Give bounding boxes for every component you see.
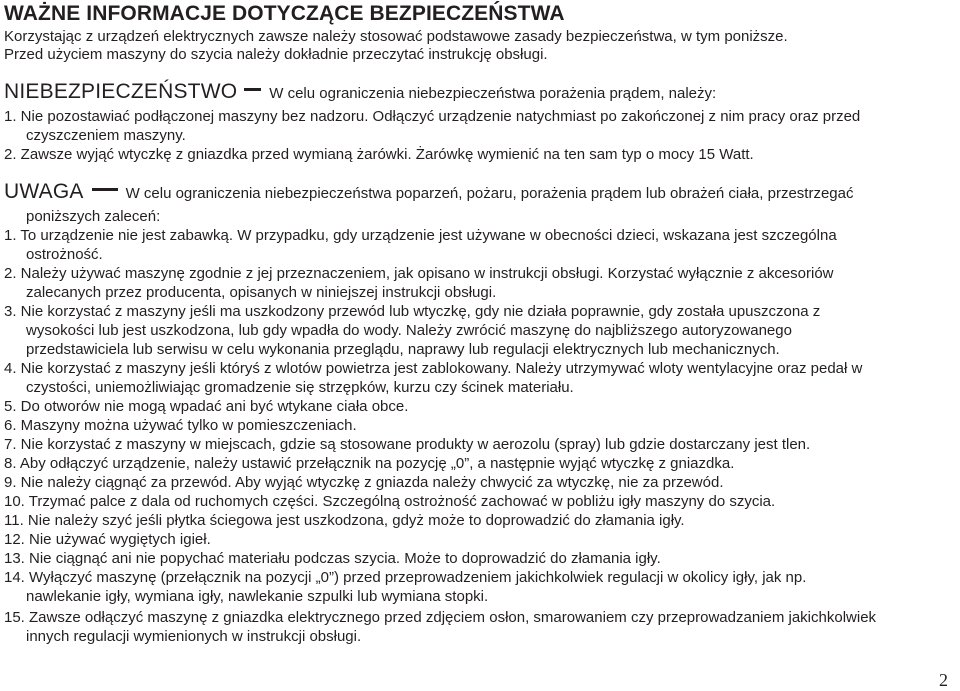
warning-item-8: 8. Aby odłączyć urządzenie, należy ustawić przełącznik na pozycję „0”, a następnie wyjąć wtyczkę z gniazdka. — [4, 455, 735, 472]
heading-dash — [92, 188, 118, 191]
danger-intro-text: W celu ograniczenia niebezpieczeństwa porażenia prądem, należy: — [269, 85, 717, 102]
warning-item-14: 14. Wyłączyć maszynę (przełącznik na pozycji „0”) przed przeprowadzeniem jakichkolwiek regulacji w okolicy igły, jak np. — [4, 569, 807, 586]
page-number: 2 — [939, 670, 948, 690]
intro-line-2: Przed użyciem maszyny do szycia należy dokładnie przeczytać instrukcję obsługi. — [4, 46, 548, 63]
warning-item-1: 1. To urządzenie nie jest zabawką. W przypadku, gdy urządzenie jest używane w obecności dzieci, wskazana jest szczególna — [4, 227, 837, 244]
danger-item-1: 1. Nie pozostawiać podłączonej maszyny bez nadzoru. Odłączyć urządzenie natychmiast po zakończonej z nim pracy oraz przed — [4, 108, 861, 125]
warning-item-10: 10. Trzymać palce z dala od ruchomych części. Szczególną ostrożność zachować w pobliżu igły maszyny do szycia. — [4, 493, 776, 510]
warning-item-5: 5. Do otworów nie mogą wpadać ani być wtykane ciała obce. — [4, 398, 409, 415]
warning-item-6: 6. Maszyny można używać tylko w pomieszczeniach. — [4, 417, 357, 434]
danger-heading — [4, 80, 716, 104]
warning-item-12: 12. Nie używać wygiętych igieł. — [4, 531, 211, 548]
warning-intro-text: W celu ograniczenia niebezpieczeństwa poparzeń, pożaru, porażenia prądem lub obrażeń ciała, przestrzegać — [125, 185, 854, 202]
warning-heading — [4, 180, 853, 204]
warning-item-3-cont: przedstawiciela lub serwisu w celu wykonania przeglądu, naprawy lub regulacji elektrycznych lub mechanicznych. — [26, 341, 780, 358]
warning-item-3: 3. Nie korzystać z maszyny jeśli ma uszkodzony przewód lub wtyczkę, gdy nie działa poprawnie, gdy została upuszczona z — [4, 303, 821, 320]
warning-item-4-cont: czystości, uniemożliwiając gromadzenie się strzępków, kurzu czy ścinek materiału. — [26, 379, 574, 396]
page-title: WAŻNE INFORMACJE DOTYCZĄCE BEZPIECZEŃSTWA — [4, 2, 565, 25]
warning-item-11: 11. Nie należy szyć jeśli płytka ściegowa jest uszkodzona, gdyż może to doprowadzić do złamania igły. — [4, 512, 685, 529]
warning-item-2: 2. Należy używać maszynę zgodnie z jej przeznaczeniem, jak opisano w instrukcji obsługi. Korzystać wyłącznie z akcesoriów — [4, 265, 834, 282]
warning-item-7: 7. Nie korzystać z maszyny w miejscach, gdzie są stosowane produkty w aerozolu (spray) lub gdzie dostarczany jest tlen. — [4, 436, 811, 453]
warning-item-15: 15. Zawsze odłączyć maszynę z gniazdka elektrycznego przed zdjęciem osłon, smarowaniem czy przeprowadzaniem jakichkolwiek — [4, 609, 877, 626]
danger-item-2: 2. Zawsze wyjąć wtyczkę z gniazdka przed wymianą żarówki. Żarówkę wymienić na ten sam typ o mocy 15 Watt. — [4, 146, 754, 163]
warning-item-3-cont: wysokości lub jest uszkodzona, lub gdy wpadła do wody. Należy zwrócić maszynę do najbliższego autoryzowanego — [26, 322, 792, 339]
warning-item-4: 4. Nie korzystać z maszyny jeśli któryś z wlotów powietrza jest zablokowany. Należy utrzymywać wloty wentylacyjne oraz pedał w — [4, 360, 863, 377]
danger-item-1-cont: czyszczeniem maszyny. — [26, 127, 186, 144]
heading-dash — [244, 88, 261, 91]
warning-item-1-cont: ostrożność. — [26, 246, 103, 263]
intro-line-1: Korzystając z urządzeń elektrycznych zawsze należy stosować podstawowe zasady bezpieczeństwa, w tym poniższe. — [4, 28, 788, 45]
warning-item-15-cont: innych regulacji wymienionych w instrukcji obsługi. — [26, 628, 362, 645]
warning-label: UWAGA — [4, 180, 84, 203]
warning-item-9: 9. Nie należy ciągnąć za przewód. Aby wyjąć wtyczkę z gniazda należy chwycić za wtyczkę, nie za przewód. — [4, 474, 724, 491]
danger-label: NIEBEZPIECZEŃSTWO — [4, 80, 238, 103]
warning-intro-cont: poniższych zaleceń: — [26, 208, 161, 225]
warning-item-14-cont: nawlekanie igły, wymiana igły, nawlekanie szpulki lub wymiana stopki. — [26, 588, 489, 605]
warning-item-13: 13. Nie ciągnąć ani nie popychać materiału podczas szycia. Może to doprowadzić do złamania igły. — [4, 550, 661, 567]
warning-item-2-cont: zalecanych przez producenta, opisanych w niniejszej instrukcji obsługi. — [26, 284, 497, 301]
